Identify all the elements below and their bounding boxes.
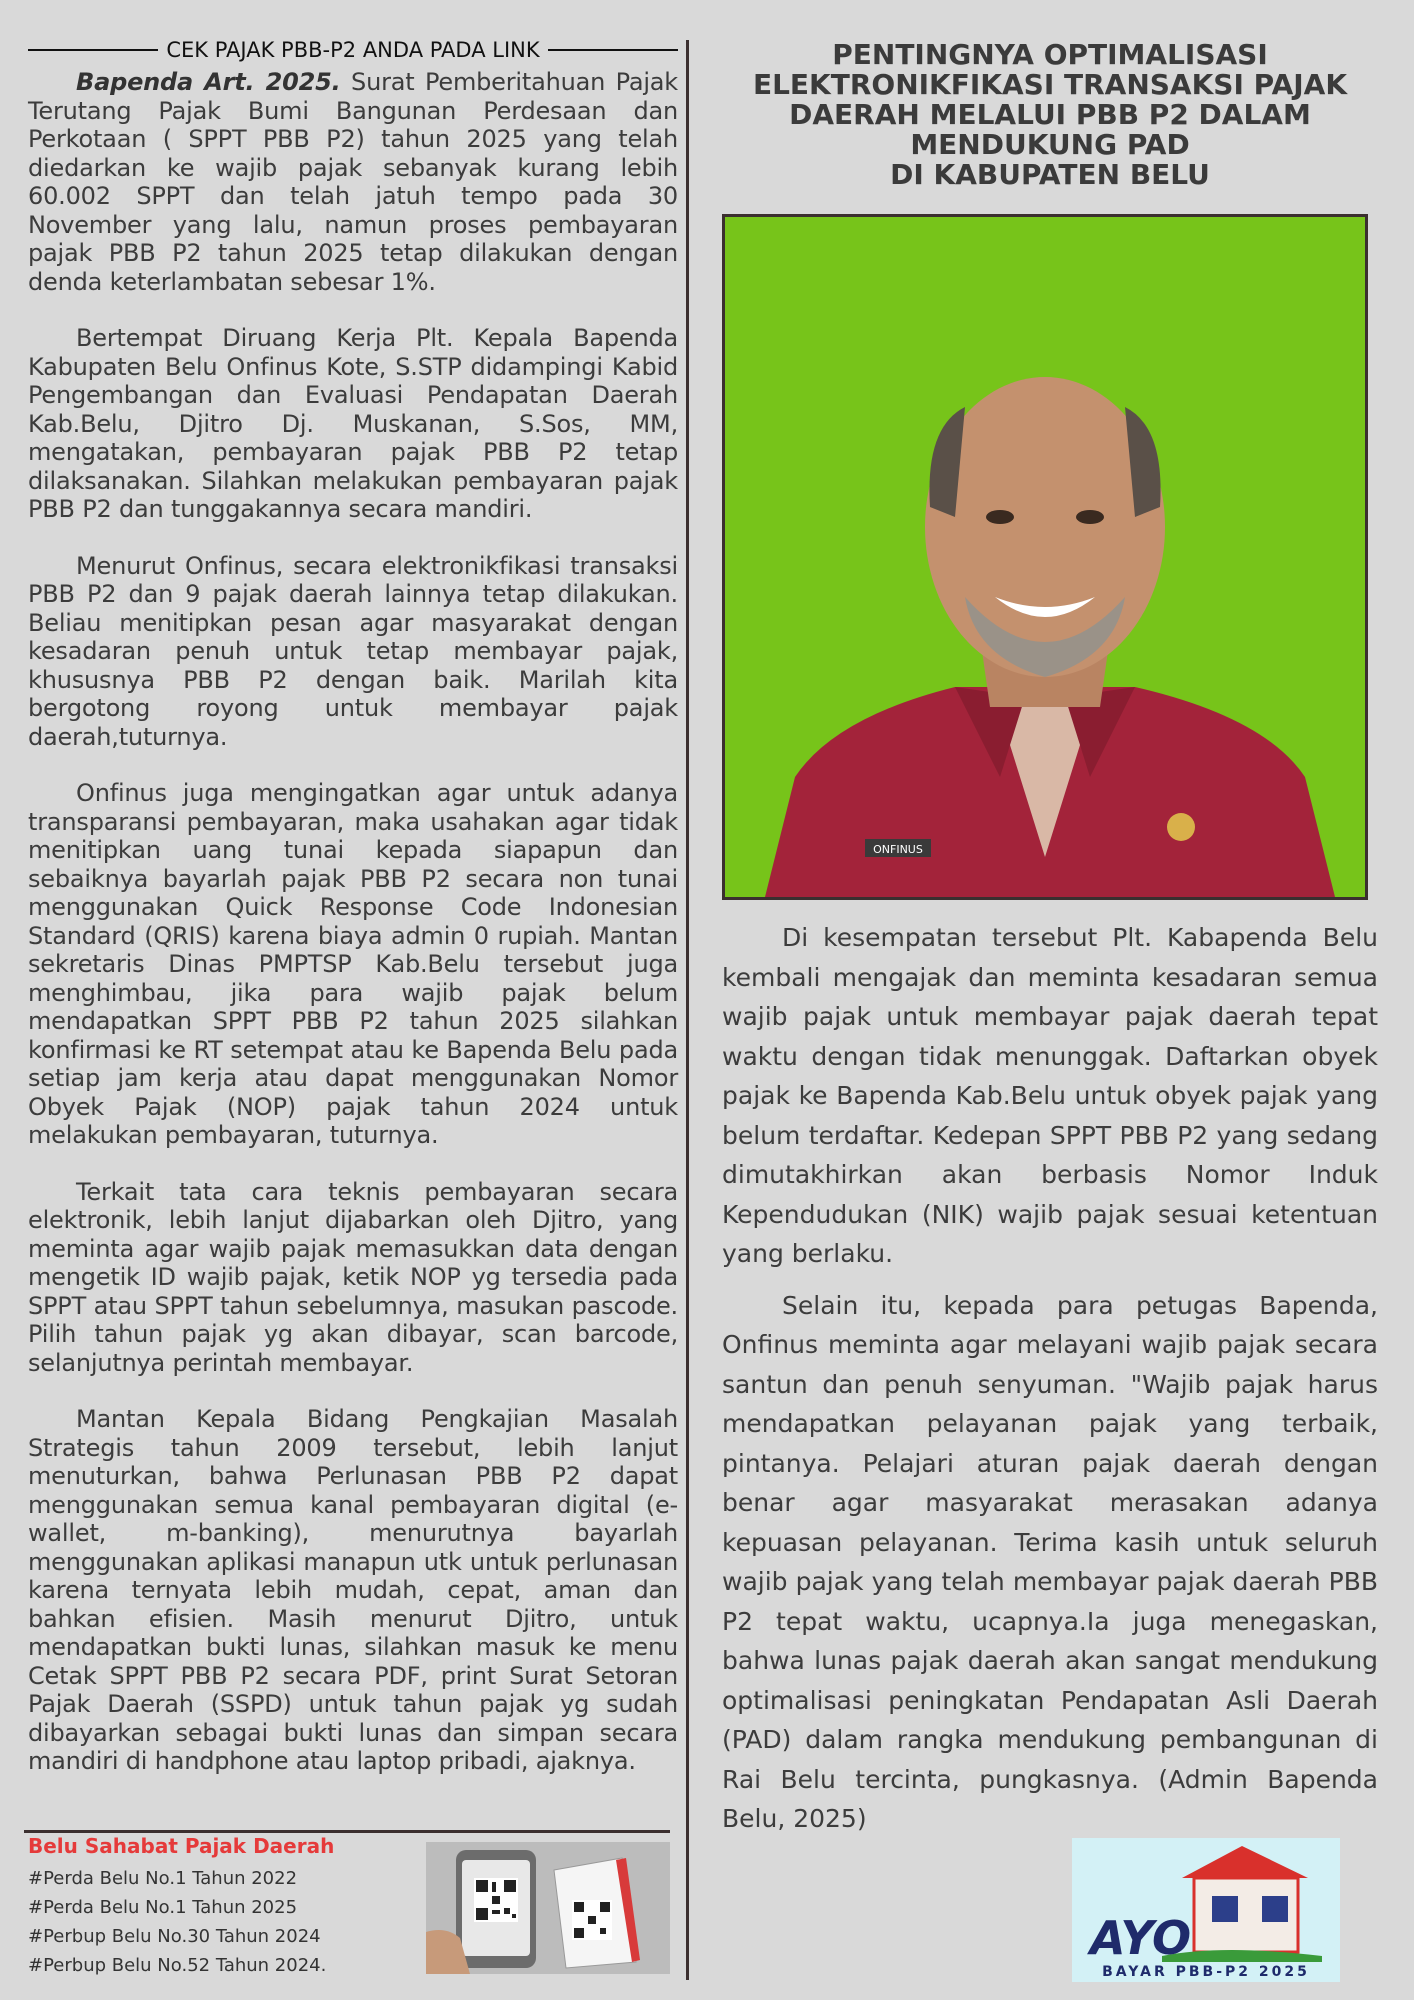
qris-illustration — [426, 1842, 670, 1974]
ayo-logo-illustration — [1072, 1838, 1340, 1982]
left-paragraph-5: Terkait tata cara teknis pembayaran secara elektronik, lebih lanjut dijabarkan oleh Djitro, yang meminta agar wajib pajak memasukkan data dengan mengetik ID wajib pajak, ketik NOP yg tersedia pada SPPT atau SPPT tahun sebelumnya, masukan pascode. Pilih tahun pajak yg akan dibayar, scan barcode, selanjutnya perintah membayar. — [28, 1177, 678, 1377]
qris-payment-image — [426, 1842, 670, 1974]
footer-tag-2: #Perda Belu No.1 Tahun 2025 — [28, 1897, 298, 1918]
right-paragraph-2: Selain itu, kepada para petugas Bapenda, Onfinus meminta agar melayani wajib pajak secara santun dan penuh senyuman. "Wajib pajak harus mendapatkan pelayanan pajak yang terbaik, pintanya. Pelajari aturan pajak daerah dengan benar agar masyarakat merasakan adanya kepuasan pelayanan. Terima kasih untuk seluruh wajib pajak yang telah membayar pajak daerah PBB P2 tepat waktu, ucapnya.Ia juga menegaskan, bahwa lunas pajak daerah akan sangat mendukung optimalisasi peningkatan Pendapatan Asli Daerah (PAD) dalam rangka mendukung pembangunan di Rai Belu tercinta, pungkasnya. (Admin Bapenda Belu, 2025) — [722, 1290, 1378, 1833]
headline-line-4: MENDUKUNG PAD — [910, 128, 1190, 161]
headline-line-5: DI KABUPATEN BELU — [890, 158, 1210, 191]
left-column — [28, 38, 678, 1804]
ayo-subtext: BAYAR PBB-P2 2025 — [1102, 1964, 1310, 1980]
left-paragraph-2: Bertempat Diruang Kerja Plt. Kepala Bapenda Kabupaten Belu Onfinus Kote, S.STP didampingi Kabid Pengembangan dan Evaluasi Pendapatan Daerah Kab.Belu, Djitro Dj. Muskanan, S.Sos, MM, mengatakan, pembayaran pajak PBB P2 tetap dilaksanakan. Silahkan melakukan pembayaran pajak PBB P2 dan tunggakannya secara mandiri. — [28, 324, 678, 523]
column-divider — [686, 40, 689, 1980]
name-tag-text: ONFINUS — [873, 843, 923, 856]
headline-line-1: PENTINGNYA OPTIMALISASI — [832, 38, 1268, 71]
left-paragraph-6: Mantan Kepala Bidang Pengkajian Masalah Strategis tahun 2009 tersebut, lebih lanjut menuturkan, bahwa Perlunasan PBB P2 dapat menggunakan semua kanal pembayaran digital (e-wallet, m-banking), menurutnya bayarlah menggunakan aplikasi manapun utk untuk perlunasan karena ternyata lebih mudah, cepat, aman dan bahkan efisien. Masih menurut Djitro, untuk mendapatkan bukti lunas, silahkan masuk ke menu Cetak SPPT PBB P2 secara PDF, print Surat Setoran Pajak Daerah (SSPD) untuk tahun pajak yg sudah dibayarkan sebagai bukti lunas dan simpan secara mandiri di handphone atau laptop pribadi, ajaknya. — [28, 1405, 678, 1775]
footer-tag-3: #Perbup Belu No.30 Tahun 2024 — [28, 1926, 321, 1947]
left-paragraph-1-text: Surat Pemberitahuan Pajak Terutang Pajak Bumi Bangunan Perdesaan dan Perkotaan ( SPPT PBB P2) tahun 2025 yang telah diedarkan ke wajib pajak sebanyak kurang lebih 60.002 SPPT dan telah jatuh tempo pada 30 November yang lalu, namun proses pembayaran pajak PBB P2 tahun 2025 tetap dilakukan dengan denda keterlambatan sebesar 1%. — [28, 68, 678, 296]
footer-tag-4: #Perbup Belu No.52 Tahun 2024. — [28, 1955, 327, 1976]
ayo-text: AYO — [1090, 1911, 1192, 1965]
left-paragraph-4: Onfinus juga mengingatkan agar untuk adanya transparansi pembayaran, maka usahakan agar tidak menitipkan uang tunai kepada siapapun dan sebaiknya bayarlah pajak PBB P2 secara non tunai menggunakan Quick Response Code Indonesian Standard (QRIS) karena biaya admin 0 rupiah. Mantan sekretaris Dinas PMPTSP Kab.Belu tersebut juga menghimbau, jika para wajib pajak belum mendapatkan SPPT PBB P2 tahun 2025 silahkan konfirmasi ke RT setempat atau ke Bapenda Belu pada setiap jam kerja atau dapat menggunakan Nomor Obyek Pajak (NOP) pajak tahun 2024 untuk melakukan pembayaran, tuturnya. — [28, 779, 678, 1149]
headline-line-2: ELEKTRONIKFIKASI TRANSAKSI PAJAK — [752, 68, 1348, 101]
footer-divider — [24, 1830, 670, 1833]
left-paragraph-1 — [28, 68, 678, 296]
right-column — [722, 40, 1378, 1851]
link-header-line-right — [548, 49, 678, 51]
link-header-line-left — [28, 49, 158, 51]
footer-tag-1: #Perda Belu No.1 Tahun 2022 — [28, 1868, 298, 1889]
right-paragraph-1: Di kesempatan tersebut Plt. Kabapenda Belu kembali mengajak dan meminta kesadaran semua wajib pajak untuk membayar pajak daerah tepat waktu dengan tidak menunggak. Daftarkan obyek pajak ke Bapenda Kab.Belu untuk obyek pajak yang belum terdaftar. Kedepan SPPT PBB P2 yang sedang dimutakhirkan akan berbasis Nomor Induk Kependudukan (NIK) wajib pajak sesuai ketentuan yang berlaku. — [722, 923, 1378, 1268]
portrait-photo — [722, 214, 1368, 900]
portrait-illustration — [725, 217, 1365, 897]
link-header — [28, 38, 678, 62]
ayo-bayar-logo — [1072, 1838, 1340, 1982]
headline-line-3: DAERAH MELALUI PBB P2 DALAM — [789, 98, 1311, 131]
byline: Bapenda Art. 2025. — [76, 68, 341, 96]
left-paragraph-3: Menurut Onfinus, secara elektronikfikasi transaksi PBB P2 dan 9 pajak daerah lainnya tetap dilakukan. Beliau menitipkan pesan agar masyarakat dengan kesadaran penuh untuk tetap membayar pajak, khususnya PBB P2 dengan baik. Marilah kita bergotong royong untuk membayar pajak daerah,tuturnya. — [28, 551, 678, 751]
article-headline — [722, 40, 1378, 190]
link-header-text: CEK PAJAK PBB-P2 ANDA PADA LINK — [166, 38, 540, 62]
footer-title: Belu Sahabat Pajak Daerah — [28, 1834, 335, 1858]
footer — [28, 1834, 388, 1980]
